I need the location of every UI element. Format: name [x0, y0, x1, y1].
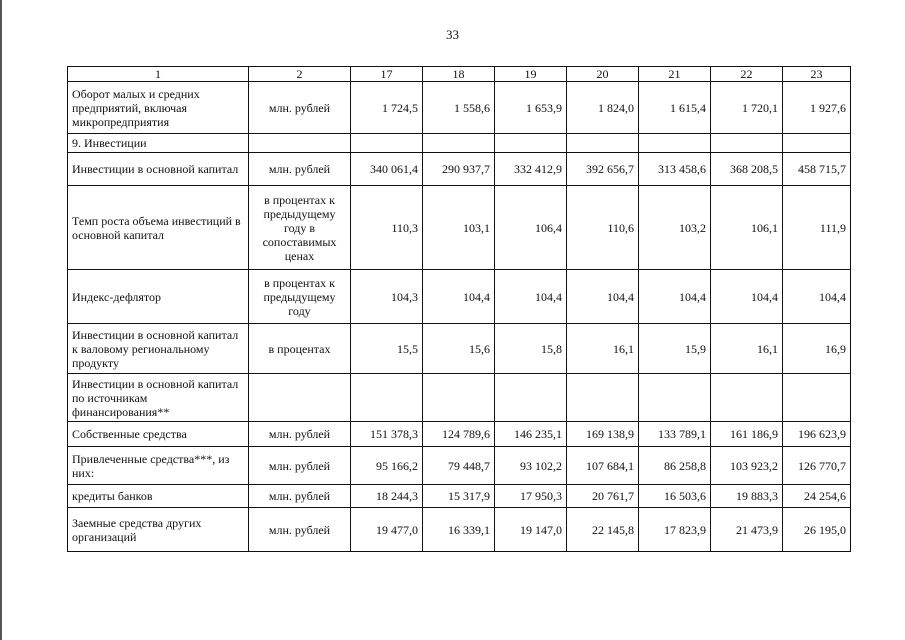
value-cell: 19 477,0: [351, 508, 423, 552]
value-cell: 15,9: [639, 324, 711, 374]
value-cell: 1 724,5: [351, 82, 423, 134]
row-label: 9. Инвестиции: [68, 134, 249, 153]
row-unit: в процентах к предыдущему году в сопоставимых ценах: [249, 186, 351, 270]
header-cell: 17: [351, 67, 423, 82]
row-label: Привлеченные средства***, из них:: [68, 447, 249, 485]
row-label: Инвестиции в основной капитал по источникам финансирования**: [68, 374, 249, 422]
row-label: Индекс-дефлятор: [68, 270, 249, 324]
row-unit: [249, 134, 351, 153]
table-row: [68, 153, 851, 186]
value-cell: 111,9: [783, 186, 851, 270]
value-cell: [783, 134, 851, 153]
value-cell: 17 823,9: [639, 508, 711, 552]
header-cell: 1: [68, 67, 249, 82]
value-cell: 1 824,0: [567, 82, 639, 134]
row-unit: млн. рублей: [249, 508, 351, 552]
value-cell: 15,5: [351, 324, 423, 374]
table-row: [68, 134, 851, 153]
value-cell: 15,8: [495, 324, 567, 374]
value-cell: [495, 374, 567, 422]
value-cell: 104,4: [423, 270, 495, 324]
table-row: [68, 186, 851, 270]
header-cell: 21: [639, 67, 711, 82]
value-cell: [639, 374, 711, 422]
value-cell: 133 789,1: [639, 422, 711, 447]
value-cell: 290 937,7: [423, 153, 495, 186]
row-label: Оборот малых и средних предприятий, включая микропредприятия: [68, 82, 249, 134]
value-cell: [351, 374, 423, 422]
page-number: 33: [446, 27, 459, 42]
table-row: [68, 82, 851, 134]
value-cell: 16,1: [567, 324, 639, 374]
value-cell: 392 656,7: [567, 153, 639, 186]
row-unit: в процентах к предыдущему году: [249, 270, 351, 324]
value-cell: 93 102,2: [495, 447, 567, 485]
row-unit: млн. рублей: [249, 153, 351, 186]
value-cell: 106,4: [495, 186, 567, 270]
value-cell: 104,4: [567, 270, 639, 324]
value-cell: [639, 134, 711, 153]
value-cell: 169 138,9: [567, 422, 639, 447]
value-cell: 103,1: [423, 186, 495, 270]
row-unit: в процентах: [249, 324, 351, 374]
value-cell: 22 145,8: [567, 508, 639, 552]
value-cell: 110,3: [351, 186, 423, 270]
row-unit: млн. рублей: [249, 82, 351, 134]
header-cell: 2: [249, 67, 351, 82]
header-cell: 22: [711, 67, 783, 82]
value-cell: 126 770,7: [783, 447, 851, 485]
value-cell: 21 473,9: [711, 508, 783, 552]
value-cell: 95 166,2: [351, 447, 423, 485]
value-cell: 19 883,3: [711, 485, 783, 508]
value-cell: 15 317,9: [423, 485, 495, 508]
value-cell: 110,6: [567, 186, 639, 270]
row-label: Собственные средства: [68, 422, 249, 447]
table-body: [68, 67, 851, 552]
header-cell: 19: [495, 67, 567, 82]
statistics-table: [67, 66, 851, 552]
row-label: Инвестиции в основной капитал к валовому региональному продукту: [68, 324, 249, 374]
value-cell: 20 761,7: [567, 485, 639, 508]
value-cell: 26 195,0: [783, 508, 851, 552]
value-cell: 151 378,3: [351, 422, 423, 447]
value-cell: [351, 134, 423, 153]
table-row: [68, 508, 851, 552]
row-label: кредиты банков: [68, 485, 249, 508]
table-row: [68, 485, 851, 508]
value-cell: 104,3: [351, 270, 423, 324]
value-cell: 17 950,3: [495, 485, 567, 508]
value-cell: 18 244,3: [351, 485, 423, 508]
table-row: [68, 447, 851, 485]
header-cell: 23: [783, 67, 851, 82]
value-cell: 103,2: [639, 186, 711, 270]
value-cell: [567, 134, 639, 153]
value-cell: 86 258,8: [639, 447, 711, 485]
row-unit: млн. рублей: [249, 485, 351, 508]
value-cell: 79 448,7: [423, 447, 495, 485]
table-row: [68, 324, 851, 374]
value-cell: 15,6: [423, 324, 495, 374]
table-row: [68, 422, 851, 447]
value-cell: 332 412,9: [495, 153, 567, 186]
value-cell: 458 715,7: [783, 153, 851, 186]
value-cell: 104,4: [639, 270, 711, 324]
value-cell: 106,1: [711, 186, 783, 270]
value-cell: 1 720,1: [711, 82, 783, 134]
table-row: [68, 374, 851, 422]
value-cell: 104,4: [783, 270, 851, 324]
header-cell: 20: [567, 67, 639, 82]
value-cell: 313 458,6: [639, 153, 711, 186]
value-cell: 16 339,1: [423, 508, 495, 552]
value-cell: 16,1: [711, 324, 783, 374]
value-cell: 161 186,9: [711, 422, 783, 447]
header-row: [68, 67, 851, 82]
row-unit: млн. рублей: [249, 447, 351, 485]
table-row: [68, 270, 851, 324]
value-cell: 19 147,0: [495, 508, 567, 552]
page-left-edge: [0, 0, 2, 640]
value-cell: [711, 134, 783, 153]
value-cell: 16,9: [783, 324, 851, 374]
value-cell: 16 503,6: [639, 485, 711, 508]
value-cell: [783, 374, 851, 422]
value-cell: 103 923,2: [711, 447, 783, 485]
value-cell: 146 235,1: [495, 422, 567, 447]
value-cell: 104,4: [711, 270, 783, 324]
value-cell: 24 254,6: [783, 485, 851, 508]
value-cell: 368 208,5: [711, 153, 783, 186]
value-cell: 124 789,6: [423, 422, 495, 447]
value-cell: 1 653,9: [495, 82, 567, 134]
row-label: Инвестиции в основной капитал: [68, 153, 249, 186]
value-cell: [711, 374, 783, 422]
value-cell: 107 684,1: [567, 447, 639, 485]
value-cell: 196 623,9: [783, 422, 851, 447]
value-cell: [423, 374, 495, 422]
row-unit: млн. рублей: [249, 422, 351, 447]
value-cell: 104,4: [495, 270, 567, 324]
value-cell: 1 558,6: [423, 82, 495, 134]
value-cell: [567, 374, 639, 422]
value-cell: 1 927,6: [783, 82, 851, 134]
row-label: Темп роста объема инвестиций в основной капитал: [68, 186, 249, 270]
row-unit: [249, 374, 351, 422]
value-cell: 1 615,4: [639, 82, 711, 134]
value-cell: [423, 134, 495, 153]
value-cell: [495, 134, 567, 153]
row-label: Заемные средства других организаций: [68, 508, 249, 552]
value-cell: 340 061,4: [351, 153, 423, 186]
header-cell: 18: [423, 67, 495, 82]
